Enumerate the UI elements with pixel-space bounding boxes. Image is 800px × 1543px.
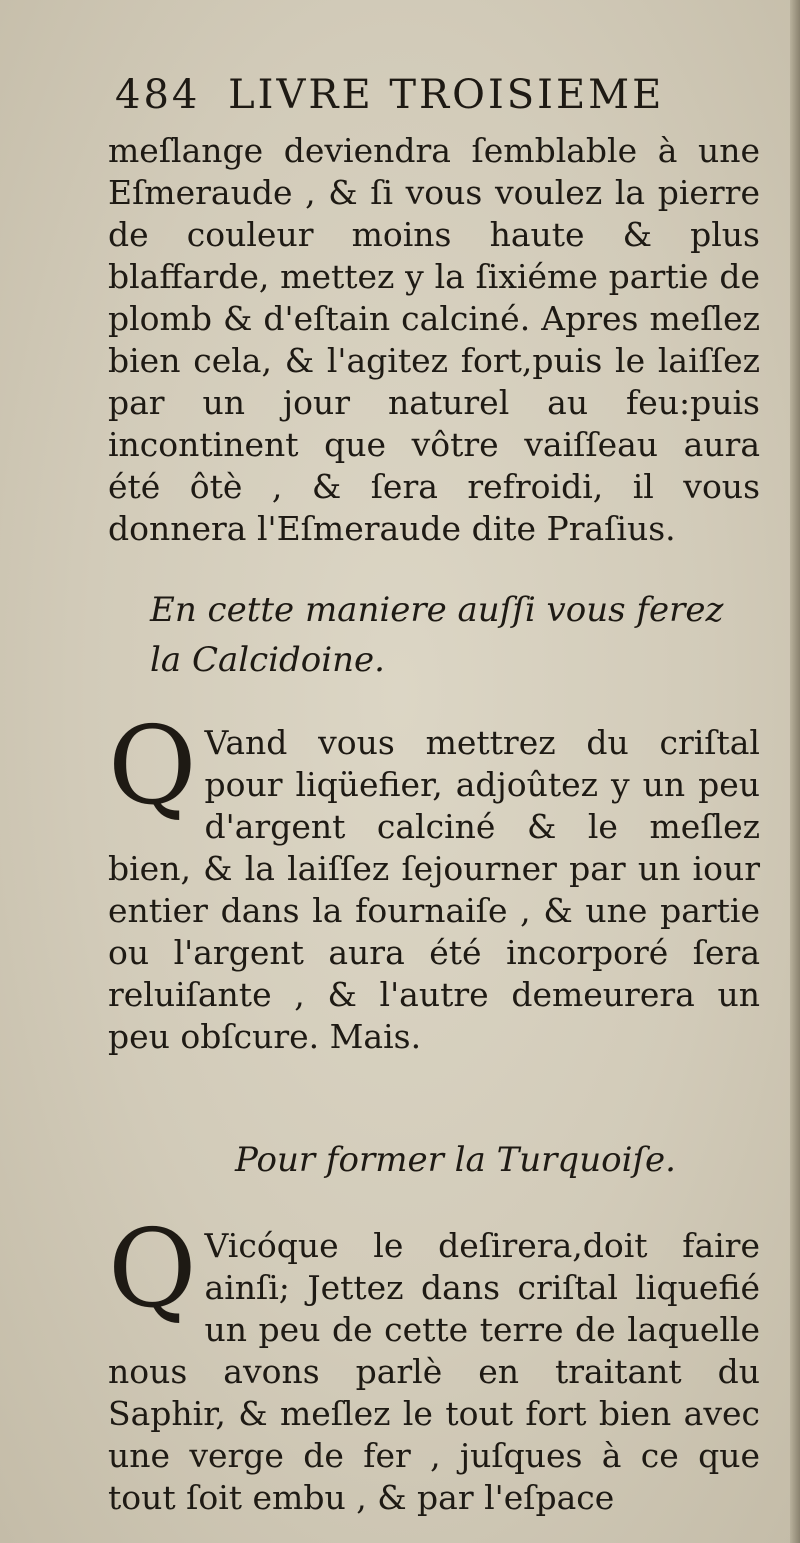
section-heading-calcidoine: En cette maniere auſſi vous ferez la Calcidoine. — [150, 590, 724, 680]
intro-paragraph: meſlange deviendra ſemblable à une Eſmeraude , & ſi vous voulez la pierre de couleur moins haute & plus blaffarde, mettez y la ſixiéme partie de plomb & d'eſtain calciné. Apres meſlez bien cela, & l'agitez fort,puis le laiſſez par un jour naturel au feu:puis incontinent que vôtre vaiſſeau aura été ôtè , & ſera refroidi, il vous donnera l'Eſmeraude dite Praſius. — [108, 131, 760, 548]
paragraph-text: Vand vous mettrez du criſtal pour liqüefier, adjoûtez y un peu d'argent calciné & le meſlez bien, & la laiſſez ſejourner par un iour entier dans la fournaiſe , & une partie ou l'argent aura été incorporé ſera reluiſante , & l'autre demeurera un peu obſcure. Mais. — [108, 723, 760, 1056]
page-edge — [790, 0, 800, 1543]
drop-cap: Q — [108, 704, 197, 829]
running-title: LIVRE TROISIEME — [228, 72, 665, 118]
running-header — [115, 72, 715, 130]
paragraph-text: Vicóque le deſirera,doit faire ainſi; Jettez dans criſtal liquefié un peu de cette terre de laquelle nous avons parlè en traitant du Saphir, & meſlez le tout fort bien avec une verge de fer , juſques à ce que tout ſoit embu , & par l'eſpace — [108, 1226, 760, 1517]
section-heading-turquoise: Pour former la Turquoiſe. — [235, 1140, 676, 1180]
drop-cap: Q — [108, 1207, 197, 1332]
page-number: 484 — [115, 72, 201, 118]
section-paragraph-turquoise — [108, 1207, 760, 1519]
section-paragraph-calcidoine — [108, 704, 760, 1058]
